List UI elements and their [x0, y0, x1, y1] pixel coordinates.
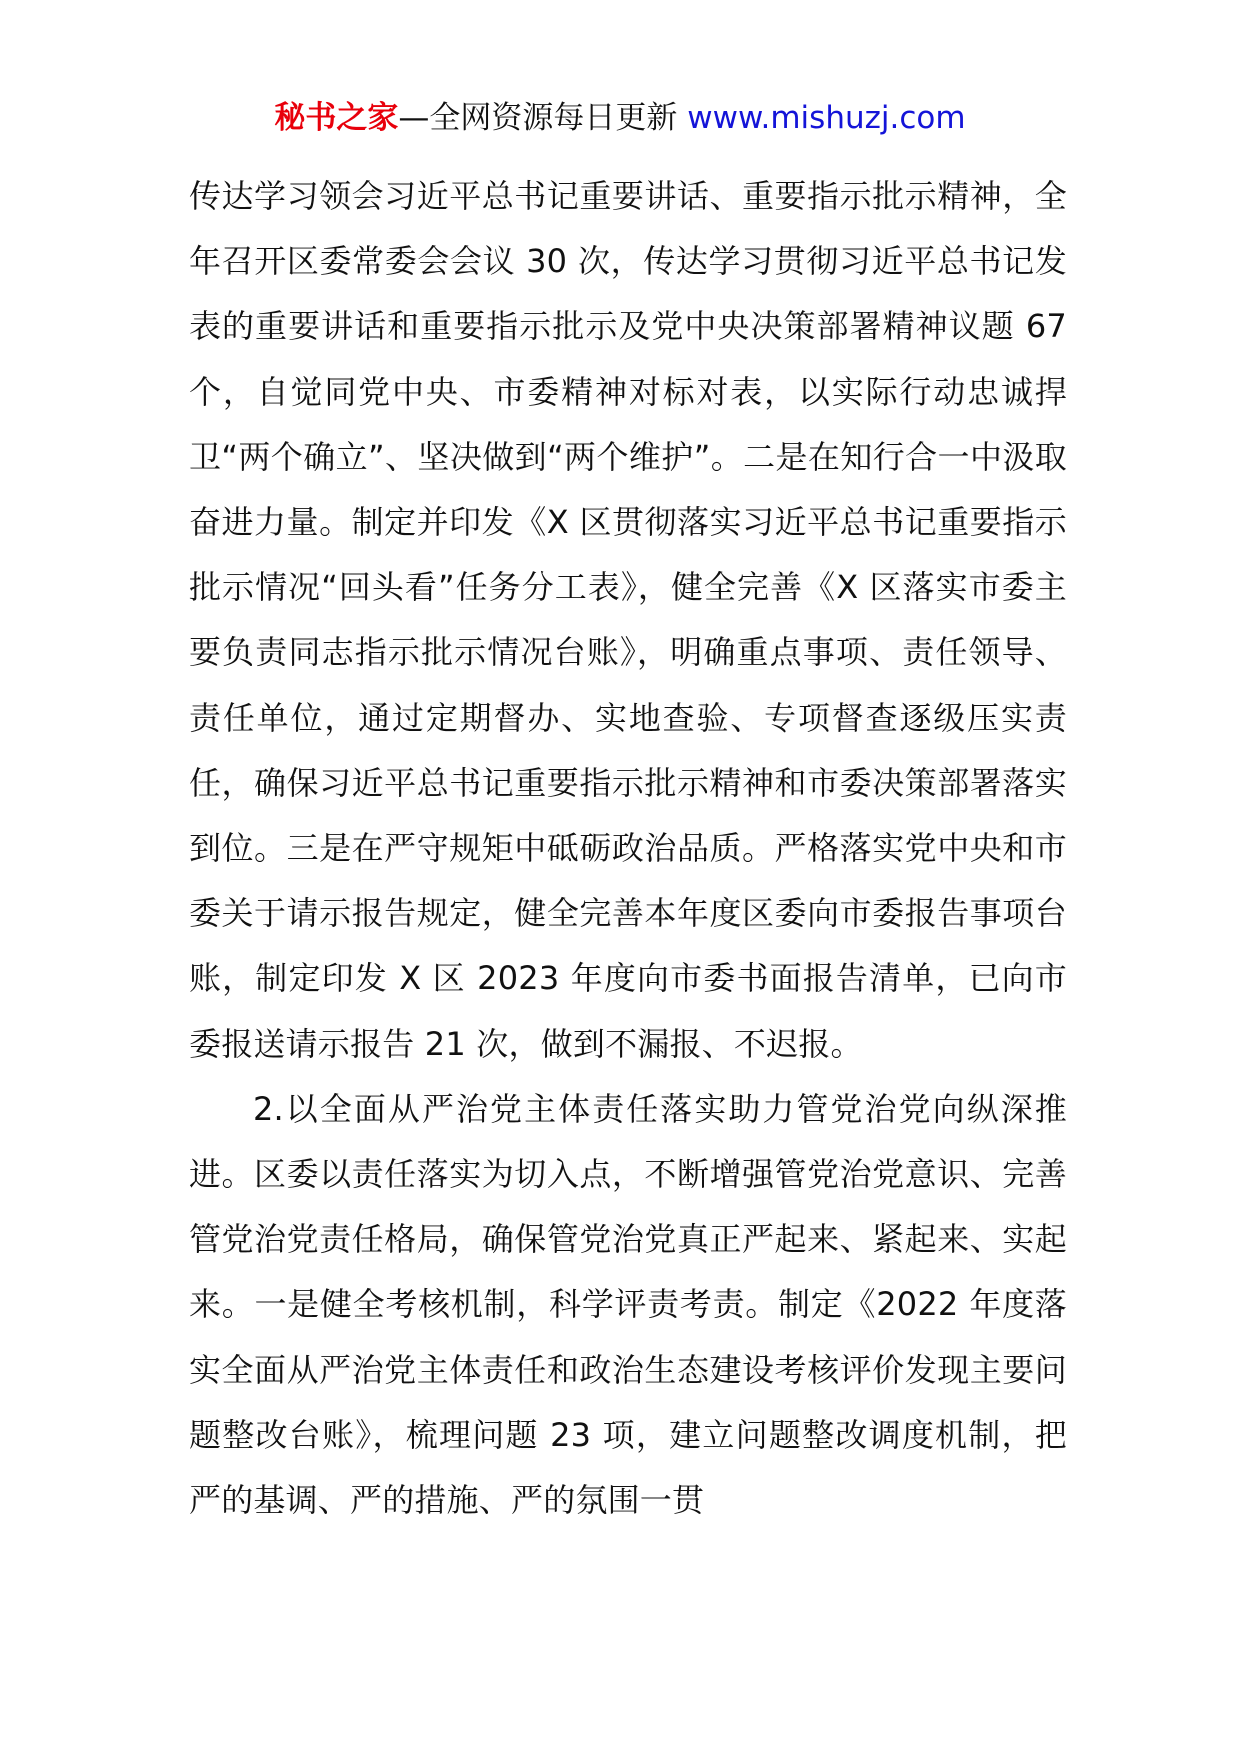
paragraph-section-2: 2.以全面从严治党主体责任落实助力管党治党向纵深推进。区委以责任落实为切入点，不断增强管党治党意识、完善管党治党责任格局，确保管党治党真正严起来、紧起来、实起来。一是健全考核机制，科学评责考责。制定《2022 年度落实全面从严治党主体责任和政治生态建设考核评价发现主要问题整改台账》，梳理问题 23 项，建立问题整改调度机制，把严的基调、严的措施、严的氛围一贯 [189, 1089, 1067, 1520]
header-tagline: —全网资源每日更新 [398, 100, 678, 136]
header-brand: 秘书之家 [274, 100, 399, 136]
header-url-link[interactable]: www.mishuzj.com [687, 100, 966, 136]
page-header [0, 96, 1240, 140]
paragraph-continuation: 传达学习领会习近平总书记重要讲话、重要指示批示精神，全年召开区委常委会会议 30 次，传达学习贯彻习近平总书记发表的重要讲话和重要指示批示及党中央决策部署精神议题 67 个，自觉同党中央、市委精神对标对表，以实际行动忠诚捍卫“两个确立”、坚决做到“两个维护”。二是在知行合一中汲取奋进力量。制定并印发《X 区贯彻落实习近平总书记重要指示批示情况“回头看”任务分工表》，健全完善《X 区落实市委主要负责同志指示批示情况台账》，明确重点事项、责任领导、责任单位，通过定期督办、实地查验、专项督查逐级压实责任，确保习近平总书记重要指示批示精神和市委决策部署落实到位。三是在严守规矩中砥砺政治品质。严格落实党中央和市委关于请示报告规定，健全完善本年度区委向市委报告事项台账，制定印发 X 区 2023 年度向市委书面报告清单，已向市委报送请示报告 21 次，做到不漏报、不迟报。 [189, 177, 1067, 1063]
document-body [189, 164, 1067, 1533]
